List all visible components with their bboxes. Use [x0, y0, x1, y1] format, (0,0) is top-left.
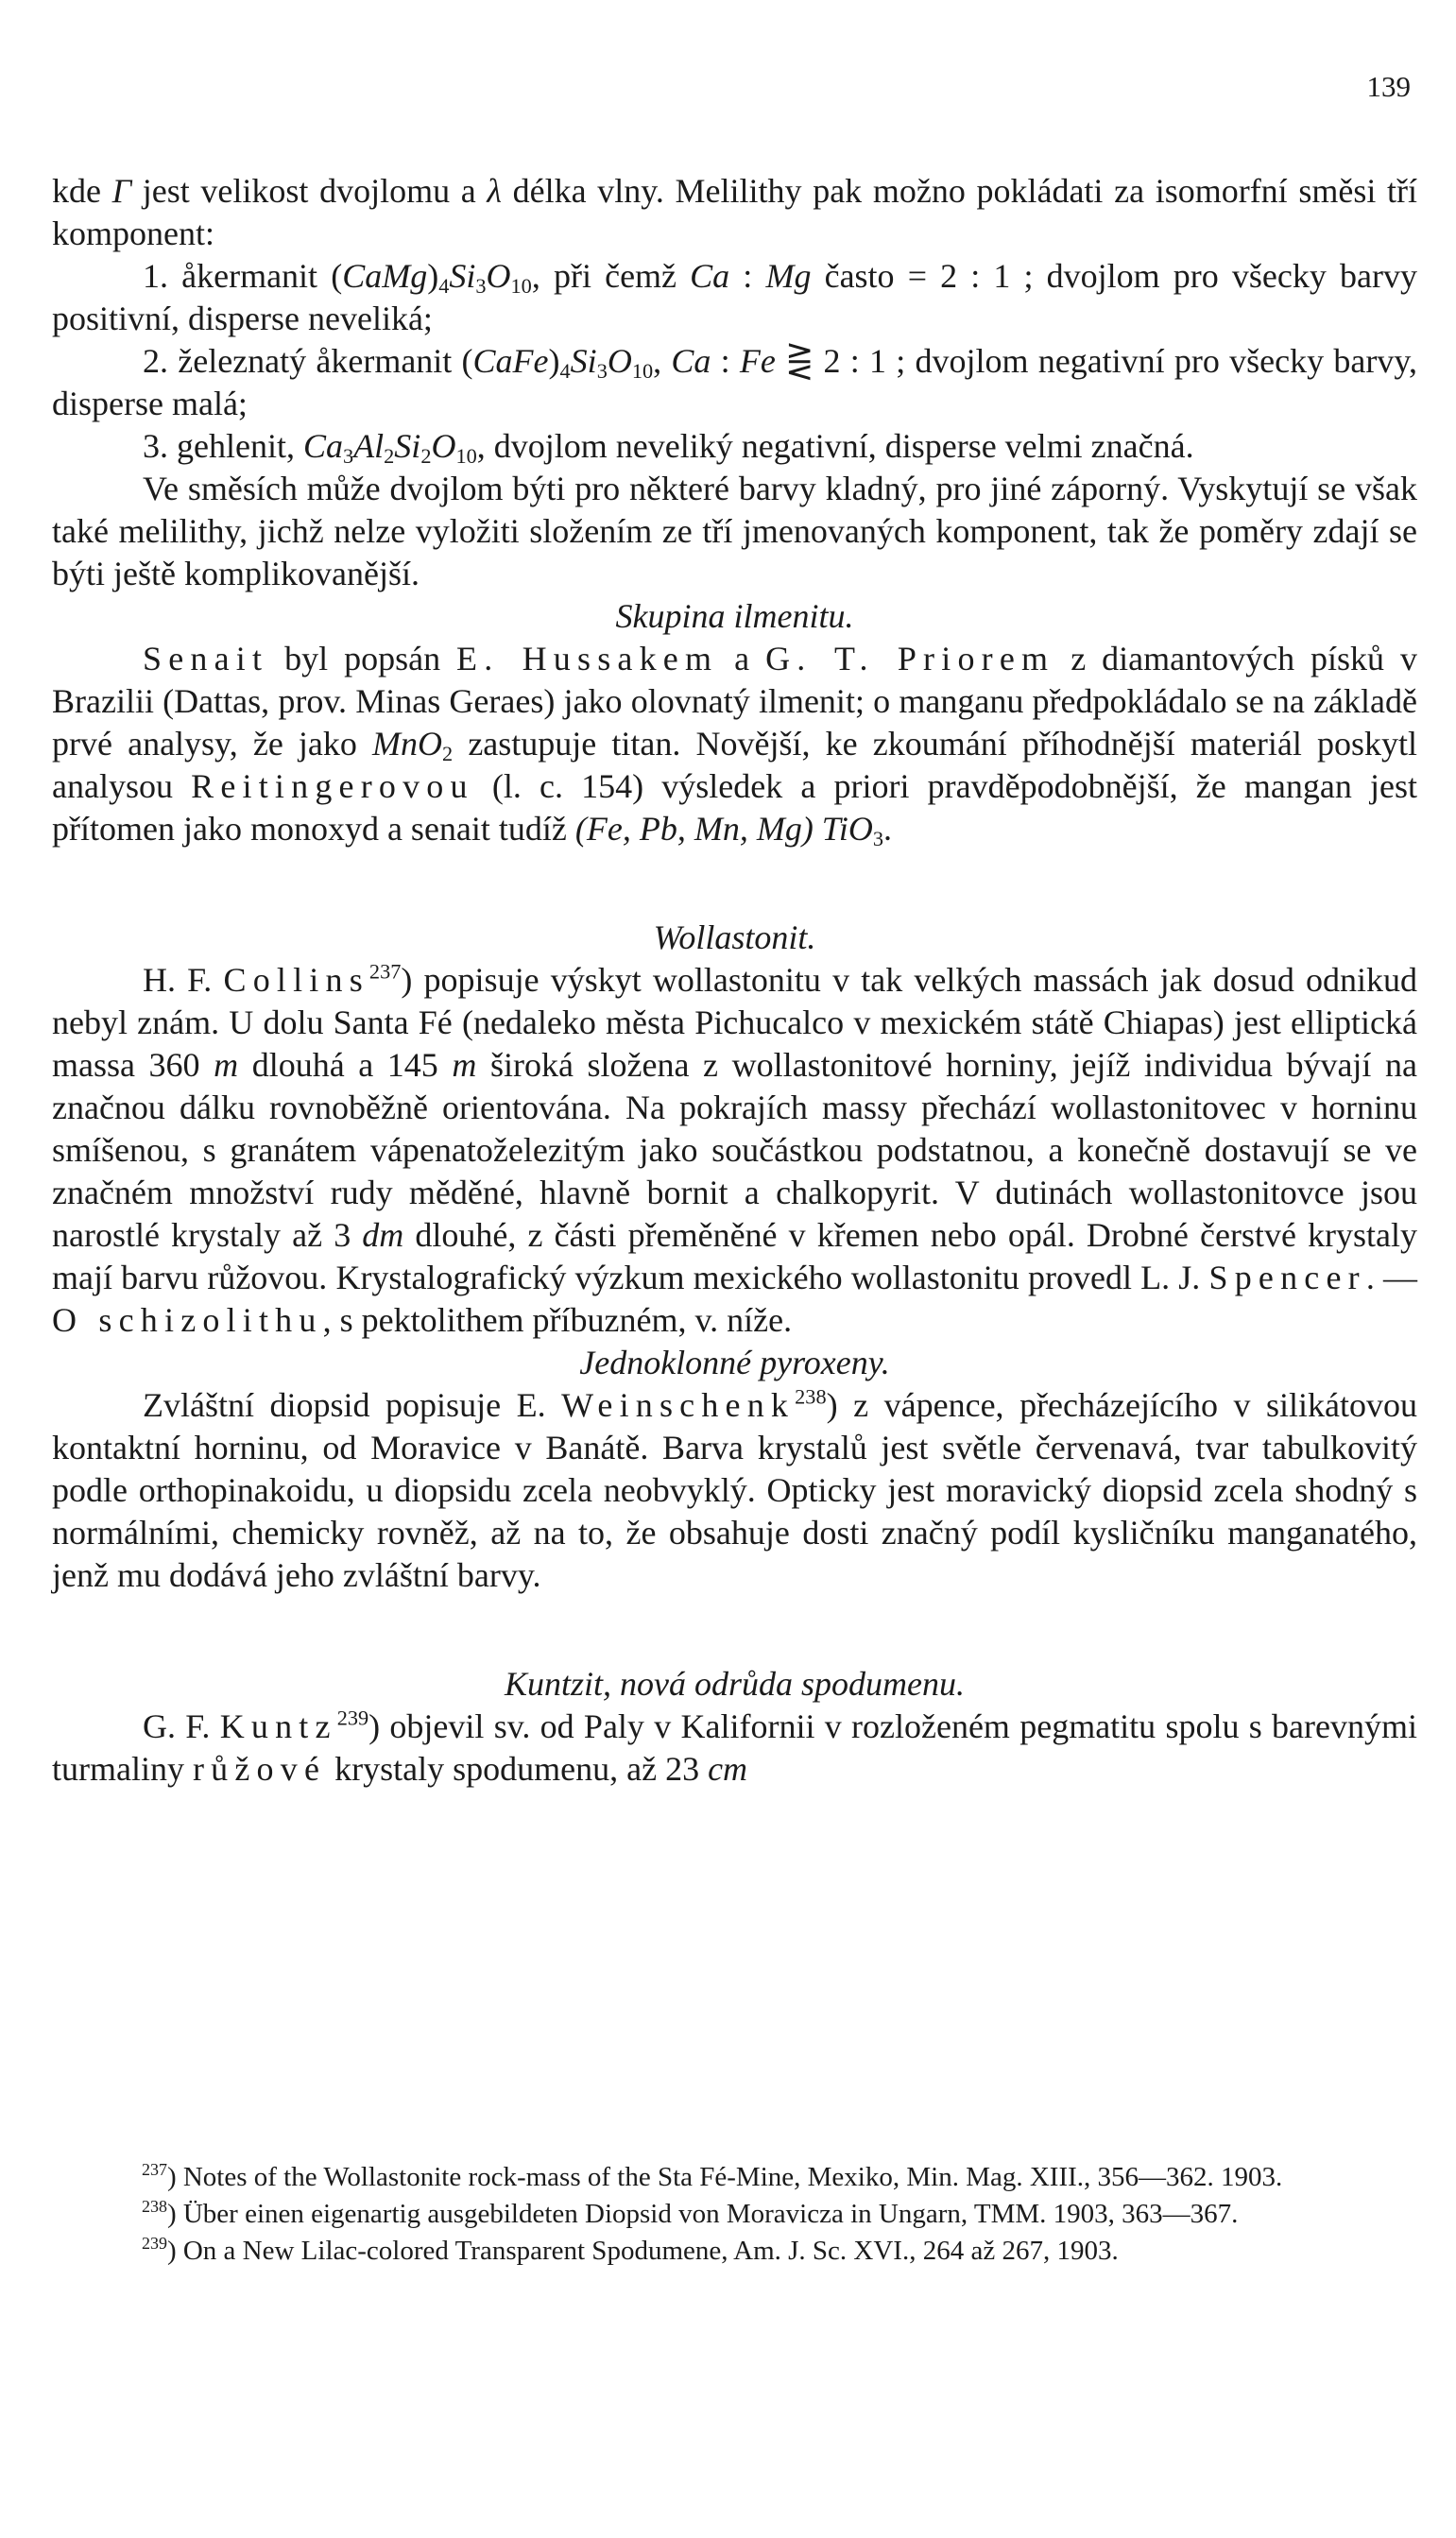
paragraph-akermanit: 1. åkermanit $(CaMg)_4Si_3O_{10}$, při čemž Ca : Mg často = 2 : 1 ; dvojlom pro všecky barvy positivní, disperse neveliká; [52, 257, 1417, 337]
paragraph-senait: Senait byl popsán E. Hussakem a G. T. Priorem z diamantových písků v Brazilii (Dattas, prov. Minas Geraes) jako olovnatý ilmenit; o manganu předpokládalo se na základě prvé analysy, že jako MnO$_2$ zastupuje titan. Novější, ke zkoumání příhodnější materiál poskytl analysou Reitingerovou (l. c. 154) výsledek a priori pravděpodobnější, že mangan jest přítomen jako monoxyd a senait tudíž (Fe, Pb, Mn, Mg) TiO$_3$. [52, 640, 1417, 851]
heading-monoclinic-pyroxenes: Jednoklonné pyroxeny. [579, 1344, 890, 1381]
heading-kunzite: Kuntzit, nová odrůda spodumenu. [504, 1665, 965, 1703]
footnotes [52, 2159, 1417, 2270]
footnote-239: $^{239}$) On a New Lilac-colored Transparent Spodumene, Am. J. Sc. XVI., 264 až 267, 1903. [142, 2234, 1119, 2266]
paragraph-gehlenit: 3. gehlenit, $Ca_3Al_2Si_2O_{10}$, dvojlom neveliký negativní, disperse velmi značná. [143, 427, 1194, 469]
paragraph-wollastonite: H. F. Collins$^{237}$) popisuje výskyt wollastonitu v tak velkých massách jak dosud odnikud nebyl znám. U dolu Santa Fé (nedaleko města Pichucalco v mexickém státě Chiapas) jest elliptická massa 360 m dlouhá a 145 m široká složena z wollastonitové horniny, jejíž individua bývají na značnou dálku rovnoběžně orientována. Na pokrajích massy přechází wollastonitovec v horninu smíšenou, s granátem vápenatoželezitým jako součástkou podstatnou, a konečně dostavují se ve značném množství rudy měděné, hlavně bornit a chalkopyrit. V dutinách wollastonitovce jsou narostlé krystaly až 3 dm dlouhé, z části přeměněné v křemen nebo opál. Drobné čerstvé krystaly mají barvu růžovou. Krystalografický výzkum mexického wollastonitu provedl L. J. Spencer. — O schizolithu, s pektolithem příbuzném, v. níže. [52, 959, 1418, 1339]
page-number: 139 [1366, 70, 1411, 103]
footnote-237: $^{237}$) Notes of the Wollastonite rock-mass of the Sta Fé-Mine, Mexiko, Min. Mag. XIII., 356—362. 1903. [142, 2160, 1283, 2192]
heading-wollastonite: Wollastonit. [653, 918, 816, 956]
paragraph-kunzite: G. F. Kuntz$^{239}$) objevil sv. od Paly v Kalifornii v rozloženém pegmatitu spolu s barevnými turmaliny růžové krystaly spodumenu, až 23 cm [52, 1706, 1417, 1788]
heading-ilmenite-group: Skupina ilmenitu. [615, 597, 854, 635]
paragraph-melilith-intro: kde Γ jest velikost dvojlomu a λ délka vlny. Melilithy pak možno pokládati za isomorfní směsi tří komponent: [52, 172, 1417, 252]
paragraph-diopside: Zvláštní diopsid popisuje E. Weinschenk$^{238}$) z vápence, přecházejícího v silikátovou kontaktní horninu, od Moravice v Banátě. Barva krystalů jest světle červenavá, tvar tabulkovitý podle orthopinakoidu, u diopsidu zcela neobvyklý. Opticky jest moravický diopsid zcela shodný s normálními, chemicky rovněž, až na to, že obsahuje dosti značný podíl kysličníku manganatého, jenž mu dodává jeho zvláštní barvy. [52, 1384, 1417, 1594]
footnote-238: $^{238}$) Über einen eigenartig ausgebildeten Diopsid von Moravicza in Ungarn, TMM. 1903, 363—367. [142, 2197, 1239, 2229]
paragraph-iron-akermanit: 2. železnatý åkermanit $(CaFe)_4Si_3O_{10}$, Ca : Fe ⋛ 2 : 1 ; dvojlom negativní pro všecky barvy, disperse malá; [52, 342, 1417, 422]
paragraph-mixtures: Ve směsích může dvojlom býti pro některé barvy kladný, pro jiné záporný. Vyskytují se však také melilithy, jichž nelze vyložiti složením ze tří jmenovaných komponent, tak že poměry zdají se býti ještě komplikovanější. [52, 470, 1417, 592]
main-text [52, 170, 1417, 1791]
